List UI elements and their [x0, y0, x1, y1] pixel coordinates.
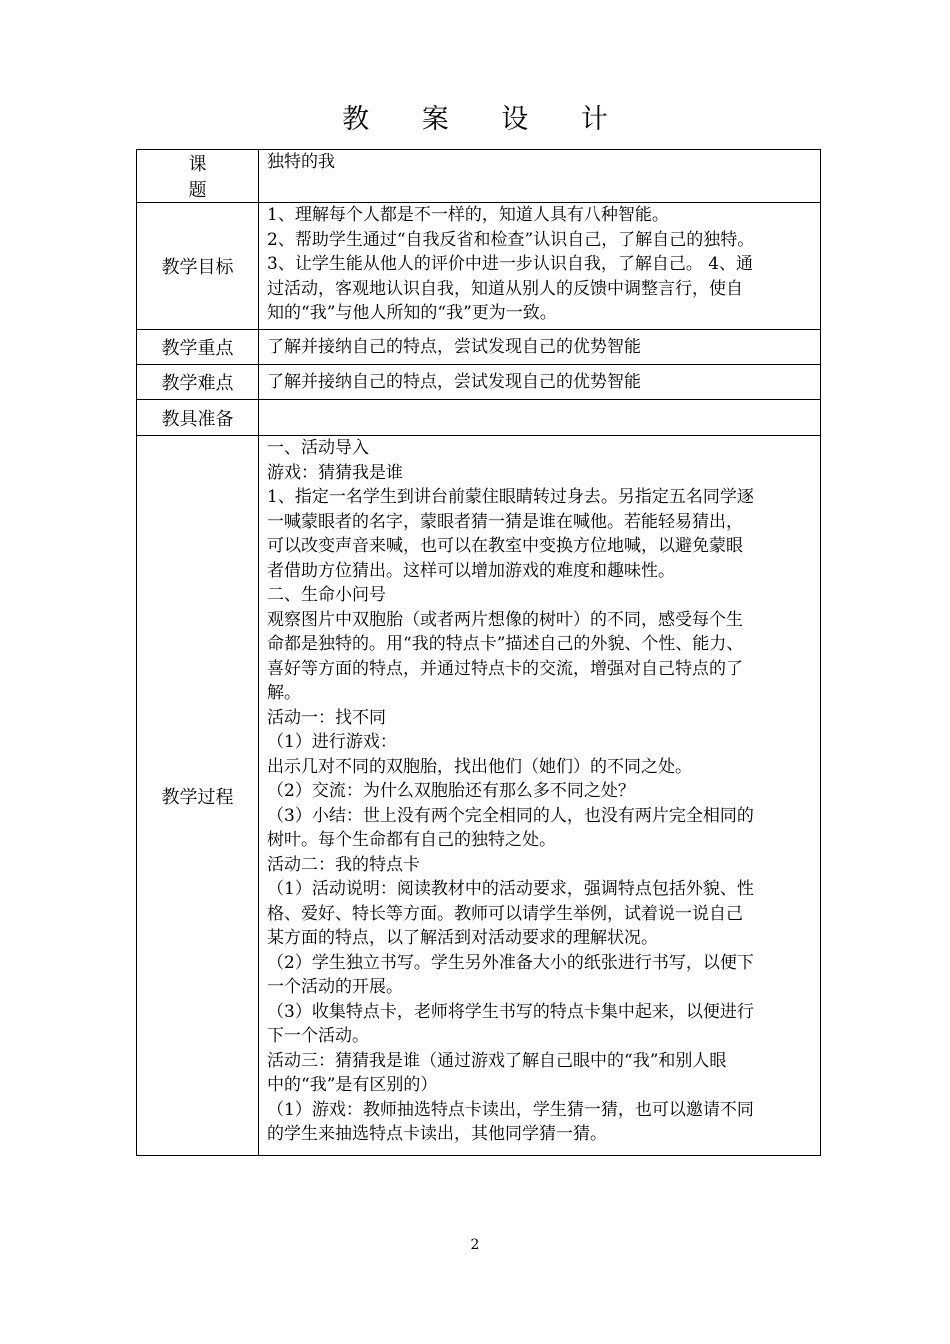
process-line: 解。 [267, 683, 301, 703]
process-line: 活动三：猜猜我是谁（通过游戏了解自己眼中的“我”和别人眼 [267, 1050, 727, 1071]
process-content [259, 436, 821, 1156]
process-line: 观察图片中双胞胎（或者两片想像的树叶）的不同，感受每个生 [267, 609, 743, 630]
goals-content [259, 203, 821, 330]
process-line: （1）进行游戏： [267, 732, 397, 752]
process-line: 喜好等方面的特点，并通过特点卡的交流，增强对自己特点的了 [267, 658, 743, 679]
tools-value [259, 400, 821, 436]
process-line: 一喊蒙眼者的名字，蒙眼者猜一猜是谁在喊他。若能轻易猜出， [267, 511, 743, 532]
goal-line: 1、理解每个人都是不一样的，知道人具有八种智能。 [267, 205, 669, 225]
process-line: （1）游戏：教师抽选特点卡读出，学生猜一猜，也可以邀请不同 [267, 1099, 754, 1120]
process-line: 树叶。每个生命都有自己的独特之处。 [267, 830, 556, 850]
page-number: 2 [470, 1237, 480, 1253]
process-line: 一个活动的开展。 [267, 977, 403, 997]
tools-label: 教具准备 [137, 400, 259, 436]
process-line: 命都是独特的。用“我的特点卡”描述自己的外貌、个性、能力、 [267, 634, 744, 654]
difficulties-value: 了解并接纳自己的特点，尝试发现自己的优势智能 [259, 365, 821, 400]
goal-line: 2、帮助学生通过“自我反省和检查”认识自己，了解自己的独特。 [267, 229, 755, 250]
process-line: 下一个活动。 [267, 1026, 369, 1046]
process-line: 二、生命小问号 [267, 585, 386, 605]
process-line: （2）学生独立书写。学生另外准备大小的纸张进行书写，以便下 [267, 952, 754, 973]
difficulties-label: 教学难点 [137, 365, 259, 400]
goals-row [137, 203, 821, 330]
process-line: 可以改变声音来喊，也可以在教室中变换方位地喊，以避免蒙眼 [267, 536, 743, 556]
process-label: 教学过程 [137, 436, 259, 1156]
goal-line: 3、让学生能从他人的评价中进一步认识自我，了解自己。 4、通 [267, 254, 754, 274]
process-line: 出示几对不同的双胞胎，找出他们（她们）的不同之处。 [267, 756, 692, 777]
process-line: 一、活动导入 [267, 438, 369, 458]
process-line: 的学生来抽选特点卡读出，其他同学猜一猜。 [267, 1124, 607, 1144]
process-line: 中的“我”是有区别的） [267, 1075, 438, 1095]
key-points-label: 教学重点 [137, 330, 259, 365]
key-points-row [137, 330, 821, 365]
goal-line: 知的“我”与他人所知的“我”更为一致。 [267, 303, 557, 323]
process-line: 1、指定一名学生到讲台前蒙住眼睛转过身去。另指定五名同学逐 [267, 487, 754, 507]
process-line: 活动二：我的特点卡 [267, 854, 420, 875]
process-line: （3）小结：世上没有两个完全相同的人，也没有两片完全相同的 [267, 805, 754, 826]
tools-row [137, 400, 821, 436]
process-line: （3）收集特点卡，老师将学生书写的特点卡集中起来，以便进行 [267, 1001, 754, 1022]
difficulties-row [137, 365, 821, 400]
process-line: 某方面的特点，以了解活到对活动要求的理解状况。 [267, 928, 658, 948]
goal-line: 过活动，客观地认识自我，知道从别人的反馈中调整言行，使自 [267, 278, 743, 299]
lesson-plan-table [136, 149, 821, 1156]
topic-value: 独特的我 [259, 150, 821, 203]
process-line: 者借助方位猜出。这样可以增加游戏的难度和趣味性。 [267, 560, 675, 581]
process-line: （2）交流：为什么双胞胎还有那么多不同之处？ [267, 781, 635, 801]
process-line: （1）活动说明：阅读教材中的活动要求，强调特点包括外貌、性 [267, 879, 754, 899]
topic-row [137, 150, 821, 203]
process-row [137, 436, 821, 1156]
process-line: 游戏：猜猜我是谁 [267, 462, 403, 483]
key-points-value: 了解并接纳自己的特点，尝试发现自己的优势智能 [259, 330, 821, 365]
goals-label: 教学目标 [137, 203, 259, 330]
topic-label: 课 题 [137, 150, 259, 203]
process-line: 活动一：找不同 [267, 707, 386, 728]
process-line: 格、爱好、特长等方面。教师可以请学生举例，试着说一说自己 [267, 903, 743, 924]
document-title: 教 案 设 计 [342, 104, 630, 135]
